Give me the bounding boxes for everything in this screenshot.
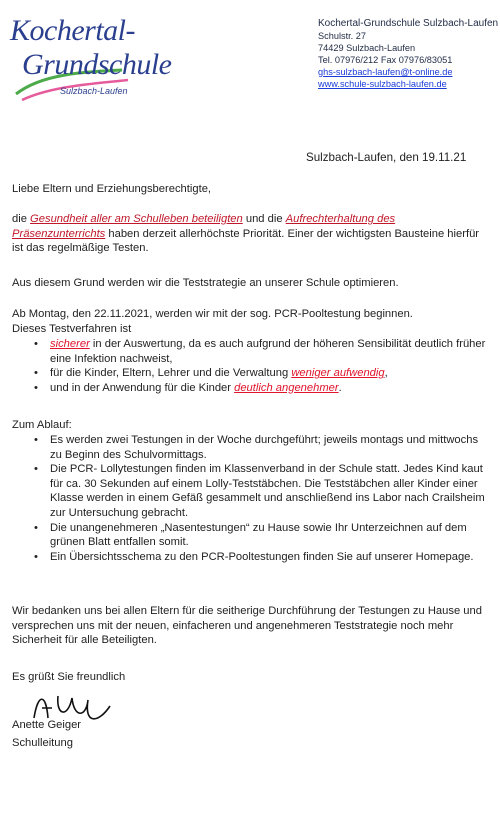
bullet-icon: •	[34, 367, 38, 380]
logo-line-1: Kochertal-	[10, 14, 135, 47]
paragraph-strategy: Aus diesem Grund werden wir die Teststrategie an unserer Schule optimieren.	[12, 277, 399, 289]
phone-fax: Tel. 07976/212 Fax 07976/83051	[318, 55, 453, 65]
signer-role: Schulleitung	[12, 737, 73, 749]
paragraph-start	[12, 307, 488, 336]
bullet-icon: •	[34, 381, 38, 394]
bullet-icon: •	[34, 550, 38, 563]
list-item	[12, 433, 488, 462]
list-item	[12, 337, 488, 366]
p1-emphasis-presence: Aufrechterhaltung des Präsenzunterrichts	[12, 213, 396, 240]
procedure-text: Die PCR- Lollytestungen finden im Klassenverband in der Schule statt. Jedes Kind kaut für ca. 30 Sekunden auf einem Lolly-Teststäbchen. Die Teststäbchen aller Kinder einer Klasse werden in einem Gefäß gesammelt und anschließend ins Labor nach Crailsheim zur Untersuchung gebracht.	[50, 463, 485, 519]
salutation: Liebe Eltern und Erziehungsberechtigte,	[12, 183, 212, 195]
bullet-icon: •	[34, 463, 38, 476]
ablauf-heading: Zum Ablauf:	[12, 419, 72, 431]
email-link[interactable]: ghs-sulzbach-laufen@t-online.de	[318, 67, 453, 77]
p1-text-c: und die	[242, 213, 286, 225]
street: Schulstr. 27	[318, 31, 367, 41]
p1-text-a: die	[12, 213, 31, 225]
highlight-deutlich-angenehmer: deutlich angenehmer	[234, 381, 339, 394]
p3-line-1: Ab Montag, den 22.11.2021, werden wir mit der sog. PCR-Pooltestung beginnen.	[12, 308, 413, 320]
list-item	[12, 462, 488, 520]
procedure-text: Ein Übersichtsschema zu den PCR-Pooltestungen finden Sie auf unserer Homepage.	[50, 550, 474, 563]
procedure-text: Es werden zwei Testungen in der Woche durchgeführt; jeweils montags und mittwochs zu Beginn des Schulvormittags.	[50, 434, 479, 461]
bullet-icon: •	[34, 521, 38, 534]
school-name: Kochertal-Grundschule Sulzbach-Laufen	[318, 18, 499, 29]
date-line: Sulzbach-Laufen, den 19.11.21	[306, 151, 467, 164]
benefit-text: in der Auswertung, da es auch aufgrund der höheren Sensibilität deutlich früher eine Infektion nachweist,	[50, 338, 486, 365]
paragraph-priority	[12, 212, 488, 256]
logo-line-3: Sulzbach-Laufen	[60, 86, 128, 96]
list-item	[12, 366, 488, 381]
bullet-icon: •	[34, 338, 38, 350]
greeting: Es grüßt Sie freundlich	[12, 671, 126, 683]
benefits-list	[12, 337, 488, 395]
highlight-weniger-aufwendig: weniger aufwendig	[291, 367, 385, 380]
website-link[interactable]: www.schule-sulzbach-laufen.de	[318, 79, 447, 89]
punctuation: .	[338, 381, 342, 394]
closing-paragraph: Wir bedanken uns bei allen Eltern für die seitherige Durchführung der Testungen zu Hause und versprechen uns mit der neuen, einfacheren und angenehmeren Teststrategie noch mehr Sicherheit für alle Beteiligten.	[12, 605, 482, 647]
p1-emphasis-health: Gesundheit aller am Schulleben beteiligten	[30, 213, 243, 225]
p1-text-e: haben derzeit allerhöchste Priorität. Einer der wichtigsten Bausteine hierfür ist das regelmäßige Testen.	[12, 227, 480, 255]
procedure-text: Die unangenehmeren „Nasentestungen“ zu Hause sowie Ihr Unterzeichnen auf dem grünen Blatt entfallen somit.	[50, 521, 467, 549]
punctuation: ,	[384, 367, 388, 380]
address-block	[318, 18, 498, 90]
list-item	[12, 381, 488, 396]
list-item	[12, 521, 488, 550]
logo-line-2: Grundschule	[22, 48, 172, 81]
highlight-sicherer: sicherer	[50, 338, 90, 350]
benefit-text: und in der Anwendung für die Kinder	[50, 381, 235, 394]
list-item	[12, 550, 488, 565]
city: 74429 Sulzbach-Laufen	[318, 43, 416, 53]
benefit-text: für die Kinder, Eltern, Lehrer und die Verwaltung	[50, 367, 292, 380]
signer-name: Anette Geiger	[12, 719, 82, 731]
p3-line-2: Dieses Testverfahren ist	[12, 322, 132, 335]
procedure-list	[12, 433, 488, 564]
bullet-icon: •	[34, 434, 38, 446]
